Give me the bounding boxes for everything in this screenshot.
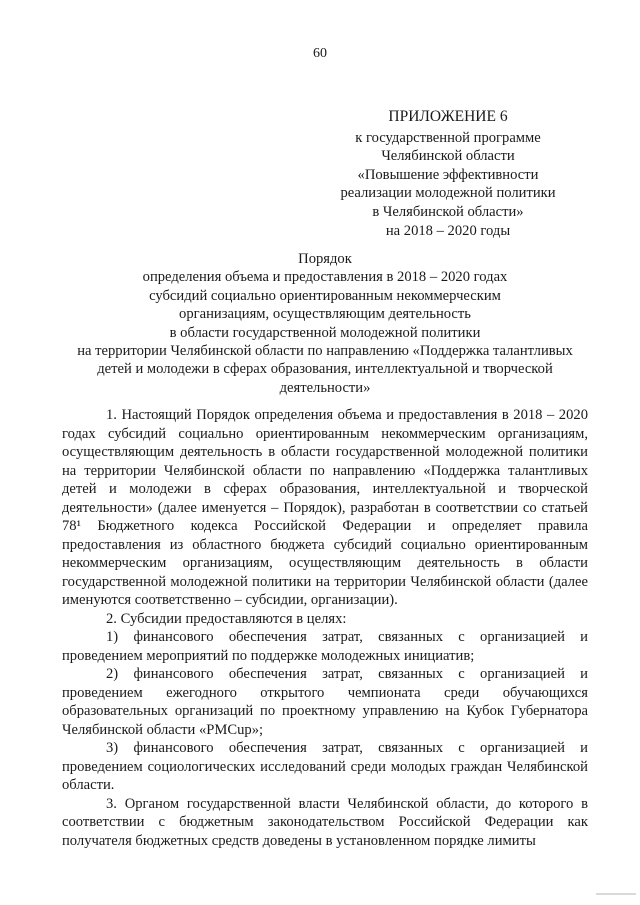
- paragraph-2-item-2: 2) финансового обеспечения затрат, связанных с организацией и проведением ежегодного открытого чемпионата среди обучающихся образовательных организаций по проектному управлению на Кубок Губернатора Челябинской области «PMCup»;: [62, 666, 588, 738]
- order-heading-line: субсидий социально ориентированным некоммерческим: [149, 287, 501, 304]
- paragraph-2: 2. Субсидии предоставляются в целях:: [106, 610, 347, 627]
- order-title: Порядок: [298, 251, 352, 267]
- page-number: 60: [313, 46, 327, 61]
- document-body: [62, 406, 588, 850]
- paragraph-1: 1. Настоящий Порядок определения объема и предоставления в 2018 – 2020 годах субсидий социально ориентированным некоммерческим организациям, осуществляющим деятельность в области государственной молодежной политики на территории Челябинской области по направлению «Поддержка талантливых детей и молодежи в сферах образования, интеллектуальной и творческой деятельности» (далее именуется – Порядок), разработан в соответствии со статьей 78¹ Бюджетного кодекса Российской Федерации и определяет правила предоставления из областного бюджета субсидий социально ориентированным некоммерческим организациям, осуществляющим деятельность в области государственной молодежной политики на территории Челябинской области (далее именуются соответственно – субсидии, организации).: [62, 407, 588, 608]
- scan-artifact: [596, 893, 636, 895]
- order-heading-line: в области государственной молодежной политики: [169, 324, 481, 341]
- paragraph-3: 3. Органом государственной власти Челябинской области, до которого в соответствии с бюджетным законодательством Российской Федерации как получателя бюджетных средств доведены в установленном порядке лимиты: [62, 795, 588, 849]
- order-heading-line: деятельности»: [279, 379, 371, 396]
- appendix-line: к государственной программе: [355, 129, 541, 146]
- appendix-block: [318, 108, 578, 240]
- appendix-title: ПРИЛОЖЕНИЕ 6: [388, 108, 508, 125]
- appendix-line: реализации молодежной политики: [340, 185, 556, 202]
- appendix-line: на 2018 – 2020 годы: [385, 222, 511, 239]
- order-heading-line: на территории Челябинской области по направлению «Поддержка талантливых: [77, 343, 573, 360]
- order-heading-line: определения объема и предоставления в 2018 – 2020 годах: [142, 269, 508, 286]
- appendix-line: в Челябинской области»: [372, 203, 524, 220]
- order-heading-line: организациям, осуществляющим деятельность: [179, 306, 471, 323]
- order-heading: [62, 250, 588, 397]
- appendix-line: Челябинской области: [381, 148, 515, 165]
- appendix-line: «Повышение эффективности: [357, 166, 539, 183]
- order-heading-line: детей и молодежи в сферах образования, интеллектуальной и творческой: [97, 361, 553, 378]
- paragraph-2-item-3: 3) финансового обеспечения затрат, связанных с организацией и проведением социологических исследований среди молодых граждан Челябинской области.: [62, 740, 588, 793]
- paragraph-2-item-1: 1) финансового обеспечения затрат, связанных с организацией и проведением мероприятий по поддержке молодежных инициатив;: [62, 629, 588, 664]
